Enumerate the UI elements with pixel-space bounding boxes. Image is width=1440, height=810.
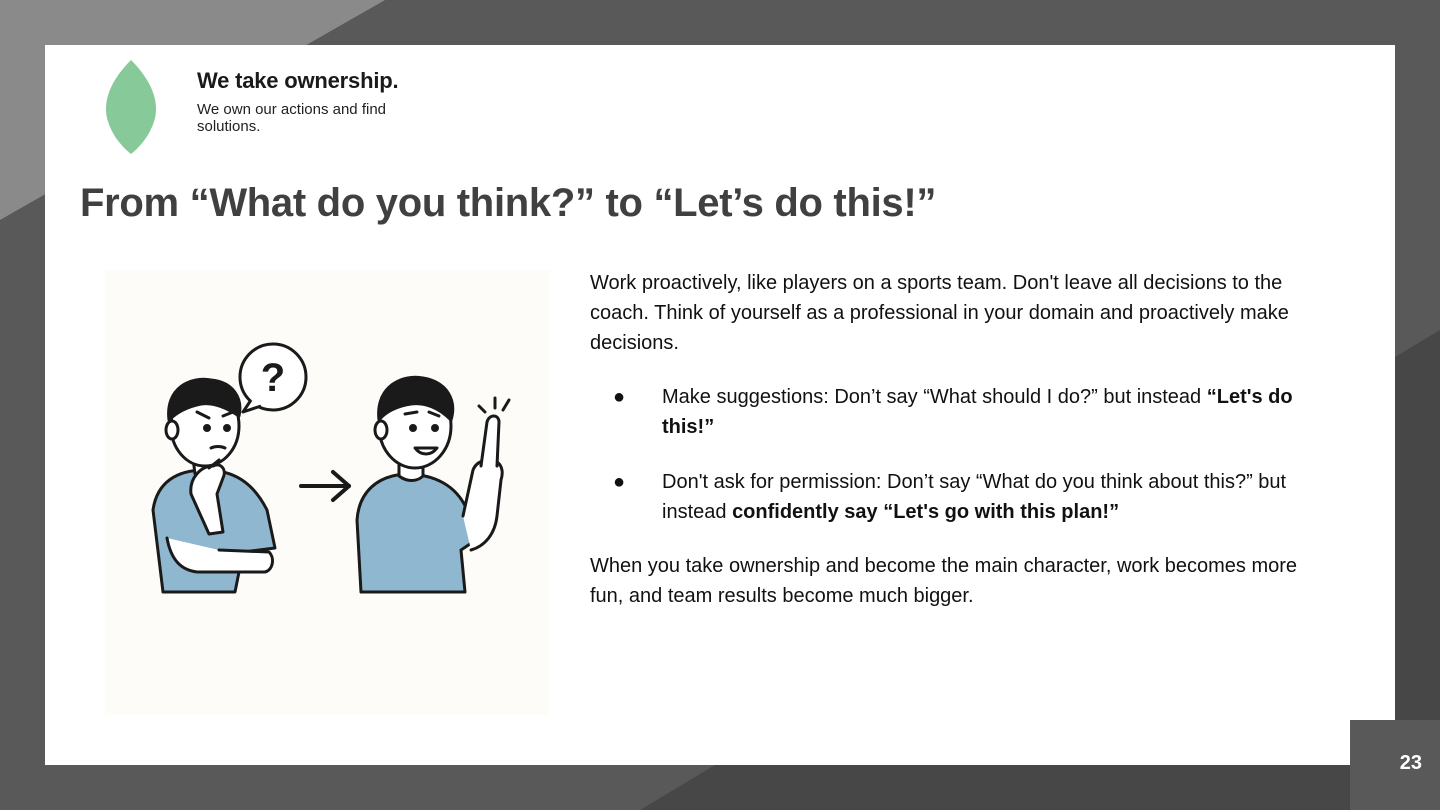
page-number: 23 <box>1399 752 1422 774</box>
bullet-icon: ● <box>613 386 626 408</box>
value-title: We take ownership. <box>197 68 399 93</box>
bullet-text: Make suggestions: Don’t say “What should I do?” but instead <box>662 386 1207 408</box>
bullet-bold-text: “Let's do this!” <box>662 386 1293 438</box>
slide <box>45 45 1395 765</box>
illustration-drawing <box>105 270 550 715</box>
value-subtitle: We own our actions and find solutions. <box>197 101 387 135</box>
page-number-box <box>1350 720 1440 810</box>
body-text <box>590 268 1335 611</box>
slide-heading: From “What do you think?” to “Let’s do this!” <box>80 181 937 225</box>
closing-paragraph: When you take ownership and become the main character, work becomes more fun, and team results become much bigger. <box>590 555 1298 607</box>
bullet-text: Don't ask for permission: Don’t say “What do you think about this?” but instead <box>662 471 1287 523</box>
question-mark: ? <box>260 356 286 400</box>
bullet-list <box>590 382 1335 527</box>
pointing-person-figure <box>357 377 509 592</box>
bullet-item <box>590 382 1335 442</box>
leaf-icon <box>103 58 159 156</box>
bullet-item <box>590 467 1335 527</box>
bullet-bold-text: confidently say “Let's go with this plan!” <box>732 501 1120 523</box>
intro-paragraph: Work proactively, like players on a sports team. Don't leave all decisions to the coach. Think of yourself as a professional in your domain and proactively make decisions. <box>590 272 1289 354</box>
arrow-icon <box>301 472 349 500</box>
illustration <box>105 270 550 715</box>
thinking-person-figure <box>153 379 275 592</box>
bullet-icon: ● <box>613 471 626 493</box>
